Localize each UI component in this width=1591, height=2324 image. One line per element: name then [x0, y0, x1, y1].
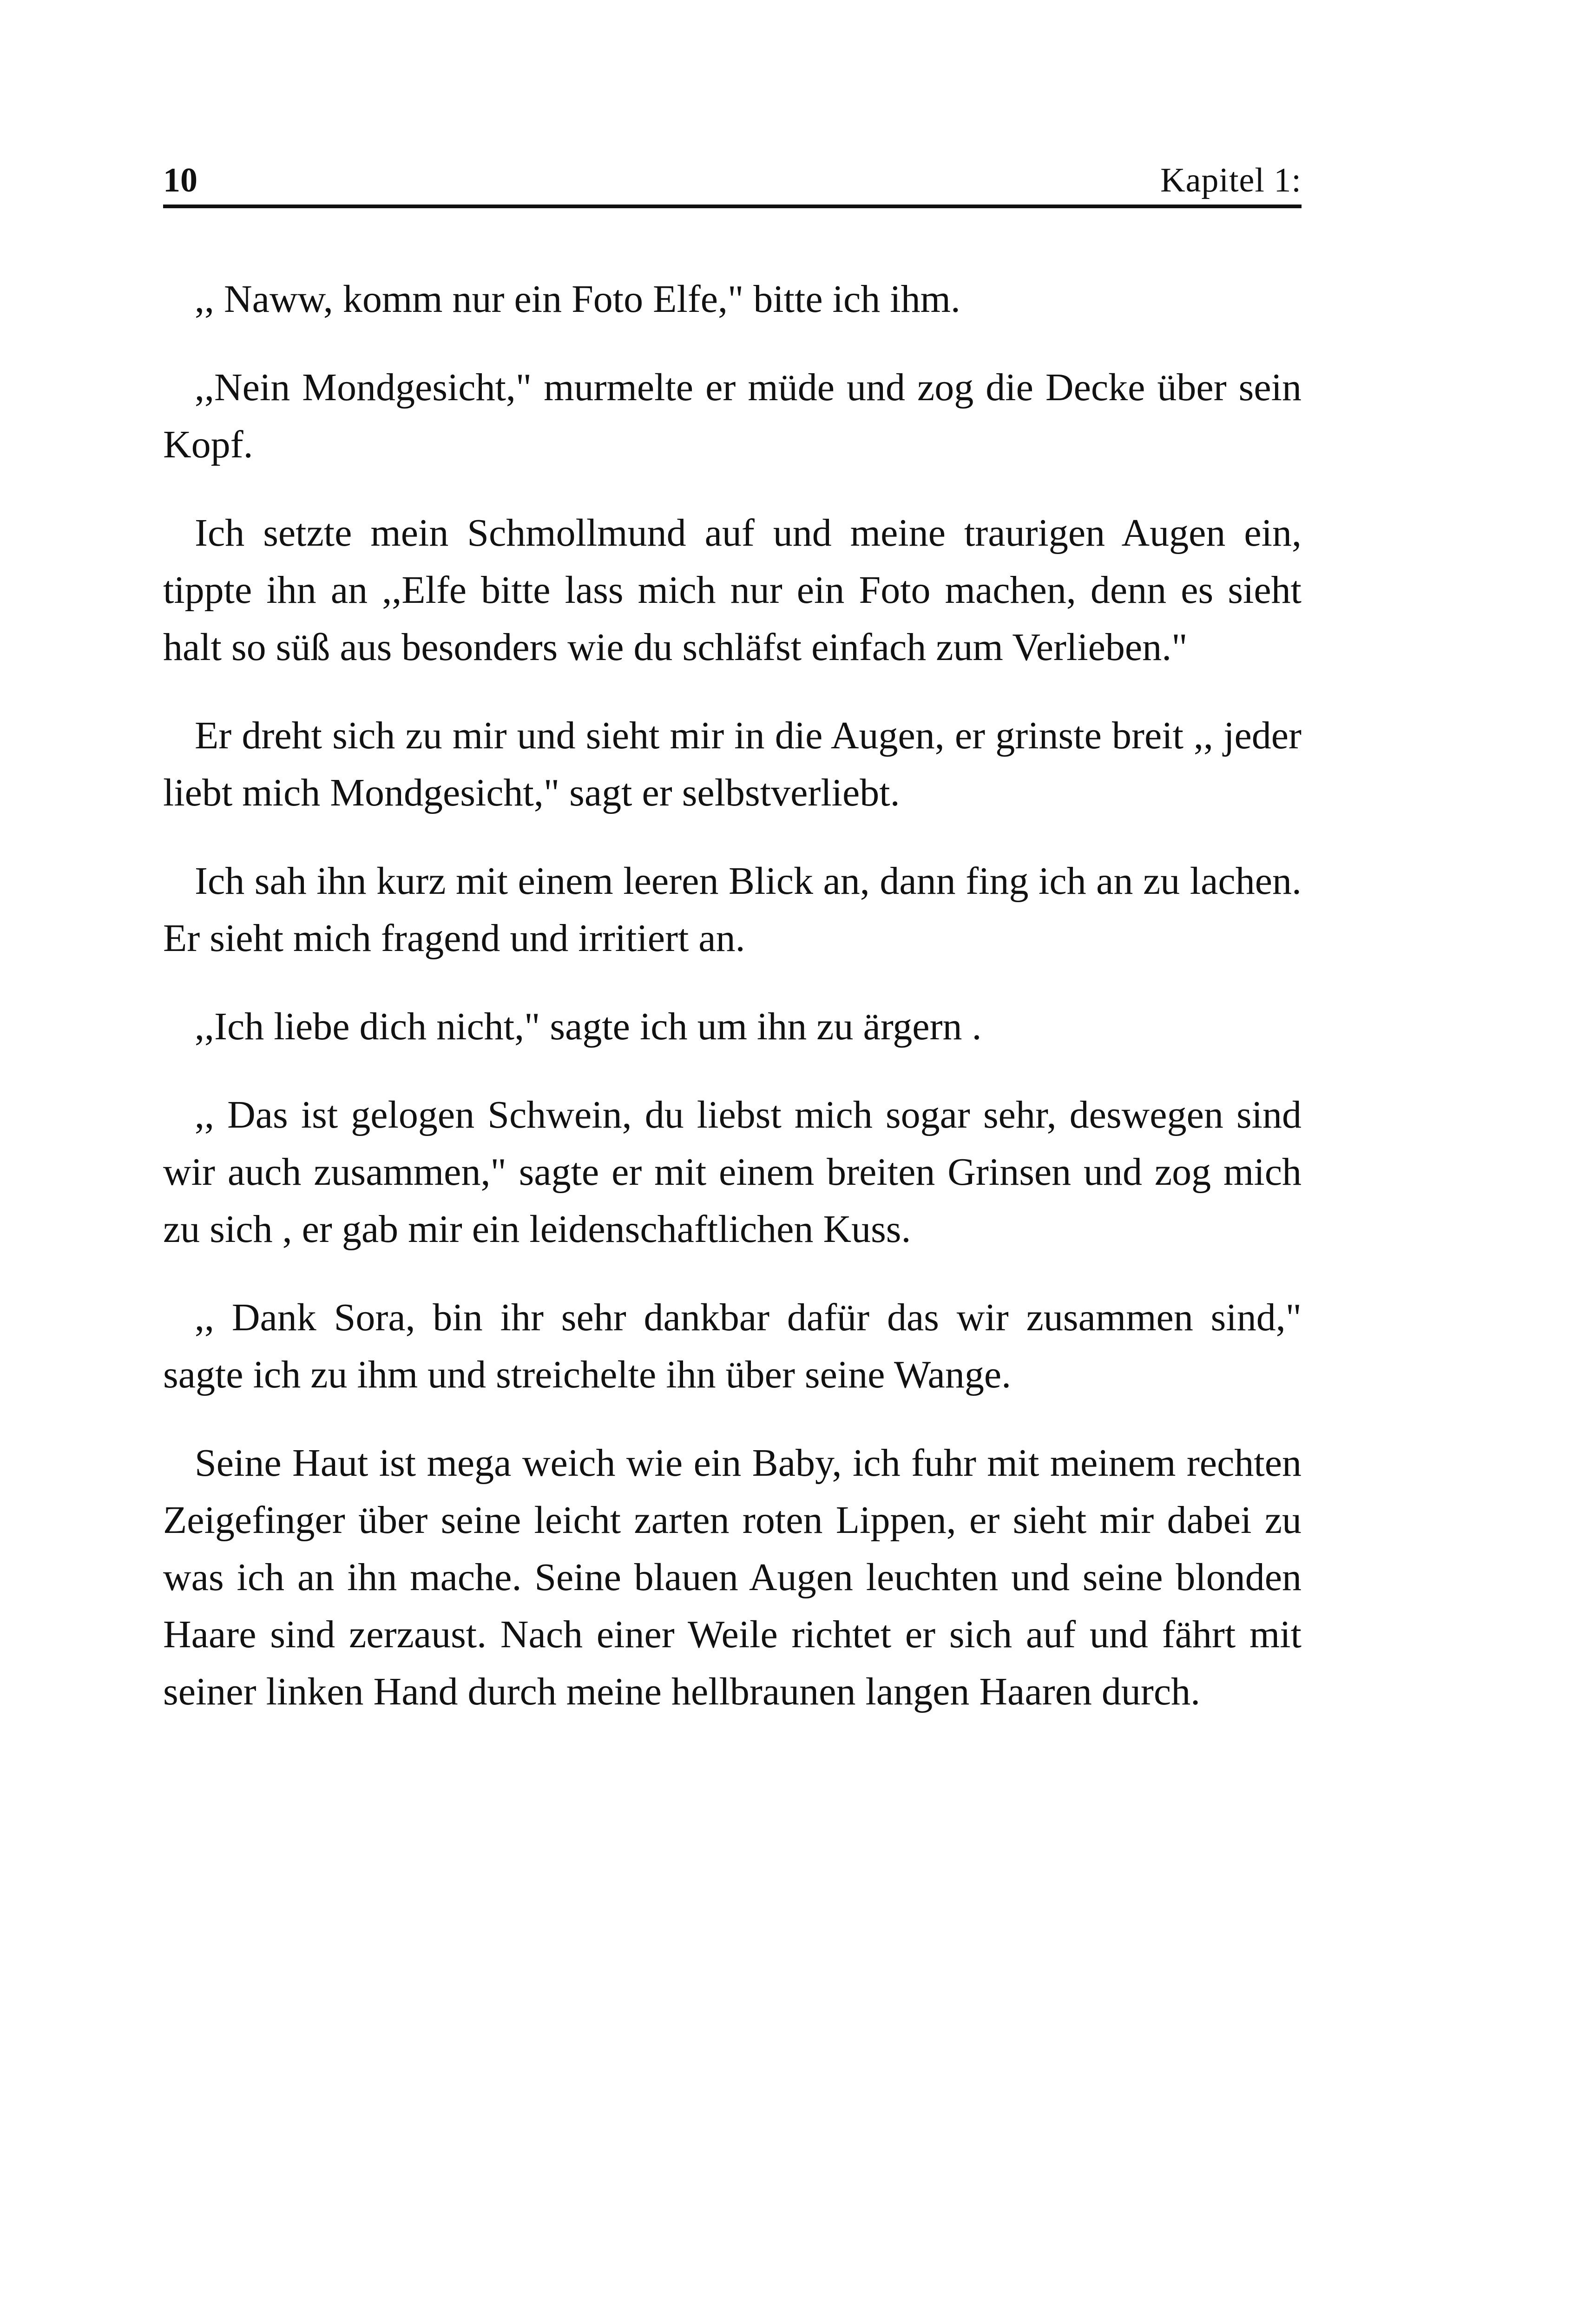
paragraph: ,, Dank Sora, bin ihr sehr dankbar dafür das wir zusammen sind," sagte ich zu ihm und streichelte ihn über seine Wange.: [163, 1296, 1302, 1396]
body-text: [163, 271, 1302, 1751]
book-page: [163, 0, 1302, 2324]
paragraph: ,,Ich liebe dich nicht," sagte ich um ihn zu ärgern .: [195, 1005, 982, 1048]
paragraph: Ich setzte mein Schmollmund auf und meine traurigen Augen ein, tippte ihn an ,,Elfe bitte lass mich nur ein Foto machen, denn es sieht halt so süß aus besonders wie du schläfst einfach zum Verlieben.": [163, 511, 1302, 669]
paragraph: Ich sah ihn kurz mit einem leeren Blick an, dann fing ich an zu lachen. Er sieht mich fragend und irritiert an.: [163, 859, 1302, 960]
paragraph: ,, Naww, komm nur ein Foto Elfe," bitte ich ihm.: [195, 277, 960, 321]
paragraph: Er dreht sich zu mir und sieht mir in die Augen, er grinste breit ,, jeder liebt mich Mondgesicht," sagt er selbstverliebt.: [163, 714, 1302, 814]
chapter-title: Kapitel 1:: [1160, 161, 1302, 199]
page-number: 10: [163, 161, 197, 199]
paragraph: ,, Das ist gelogen Schwein, du liebst mich sogar sehr, deswegen sind wir auch zusammen," sagte er mit einem breiten Grinsen und zog mich zu sich , er gab mir ein leidenschaftlichen Kuss.: [163, 1093, 1302, 1251]
paragraph: Seine Haut ist mega weich wie ein Baby, ich fuhr mit meinem rechten Zeigefinger über seine leicht zarten roten Lippen, er sieht mir dabei zu was ich an ihn mache. Seine blauen Augen leuchten und seine blonden Haare sind zerzaust. Nach einer Weile richtet er sich auf und fährt mit seiner linken Hand durch meine hellbraunen langen Haaren durch.: [163, 1441, 1302, 1713]
running-header: [163, 157, 1302, 208]
paragraph: ,,Nein Mondgesicht," murmelte er müde und zog die Decke über sein Kopf.: [163, 366, 1302, 466]
